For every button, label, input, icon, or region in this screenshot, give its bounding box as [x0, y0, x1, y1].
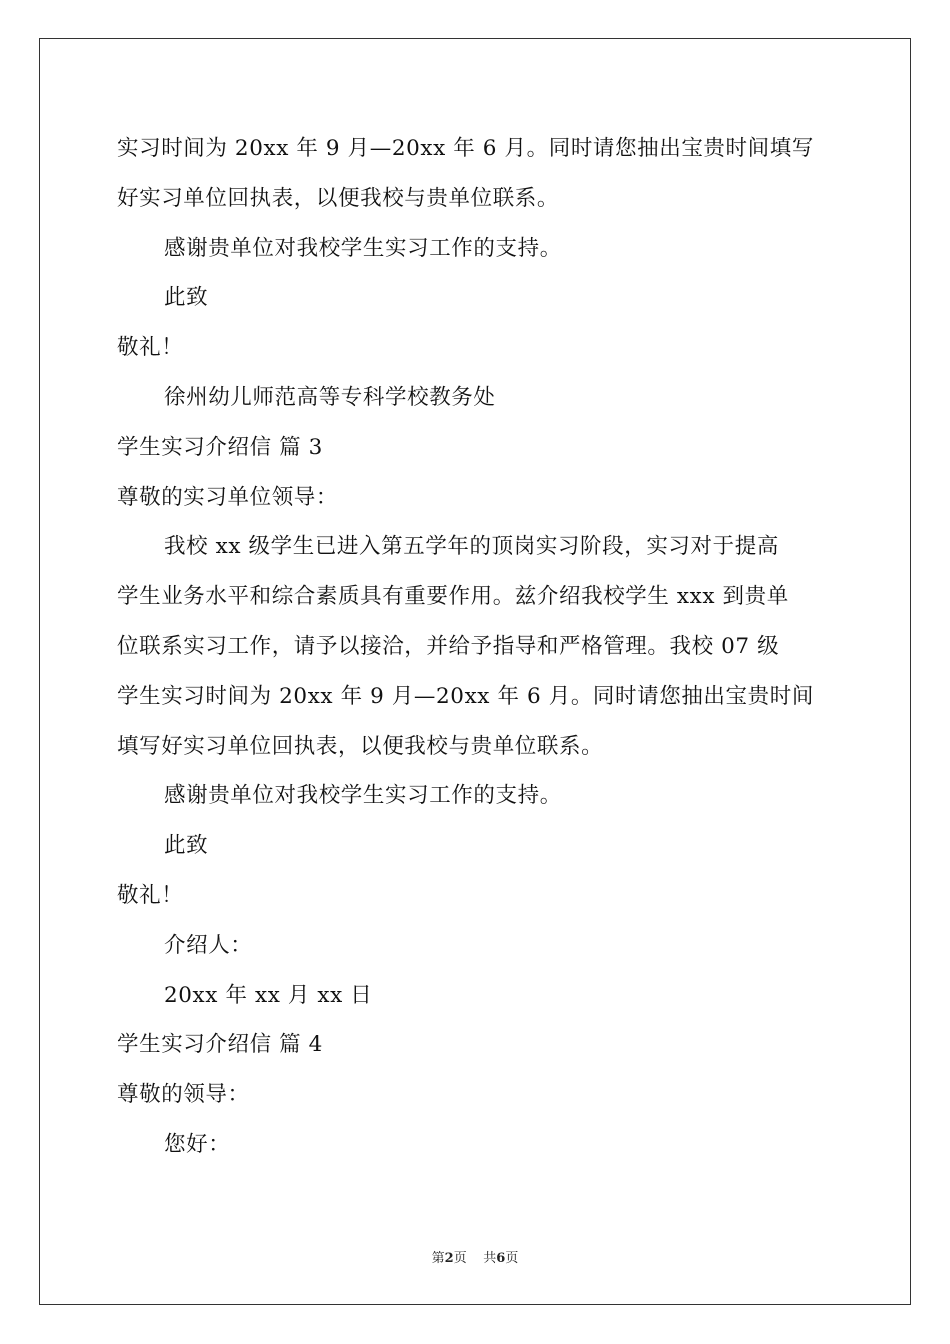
salutation: 尊敬的实习单位领导： — [117, 484, 339, 510]
text-line: 实习时间为 20xx 年 9 月—20xx 年 6 月。同时请您抽出宝贵时间填写 — [117, 136, 814, 161]
text-line: 学生业务水平和综合素质具有重要作用。兹介绍我校学生 xxx 到贵单 — [117, 584, 789, 610]
text-line: 此致 — [164, 833, 209, 859]
section-heading: 学生实习介绍信 篇 3 — [117, 434, 323, 460]
footer-total-pages: 6 — [496, 1251, 506, 1266]
text-line: 我校 xx 级学生已进入第五学年的顶岗实习阶段，实习对于提高 — [164, 534, 779, 560]
text-line: 此致 — [164, 285, 209, 311]
date-line: 20xx 年 xx 月 xx 日 — [164, 982, 373, 1008]
text-line: 敬礼！ — [117, 882, 184, 908]
footer-page-number: 2 — [444, 1251, 454, 1266]
introducer-line: 介绍人： — [164, 932, 253, 958]
text-line: 敬礼！ — [117, 335, 184, 361]
text-line: 位联系实习工作，请予以接洽，并给予指导和严格管理。我校 07 级 — [117, 633, 780, 659]
footer-prefix: 第 — [431, 1251, 445, 1266]
footer-total-suffix: 页 — [505, 1251, 519, 1266]
text-line: 学生实习时间为 20xx 年 9 月—20xx 年 6 月。同时请您抽出宝贵时间 — [117, 683, 814, 709]
text-line: 感谢贵单位对我校学生实习工作的支持。 — [164, 783, 562, 809]
footer-page-suffix: 页 — [453, 1251, 467, 1266]
section-heading: 学生实习介绍信 篇 4 — [117, 1032, 323, 1058]
text-line: 您好： — [164, 1131, 231, 1157]
text-line: 好实习单位回执表，以便我校与贵单位联系。 — [117, 185, 560, 211]
document-body — [117, 124, 837, 1170]
salutation: 尊敬的领导： — [117, 1082, 250, 1108]
footer-total-prefix: 共 — [483, 1251, 497, 1266]
page-footer — [0, 1247, 950, 1266]
signature-line: 徐州幼儿师范高等专科学校教务处 — [164, 384, 496, 410]
text-line: 填写好实习单位回执表，以便我校与贵单位联系。 — [117, 733, 604, 759]
text-line: 感谢贵单位对我校学生实习工作的支持。 — [164, 235, 562, 261]
